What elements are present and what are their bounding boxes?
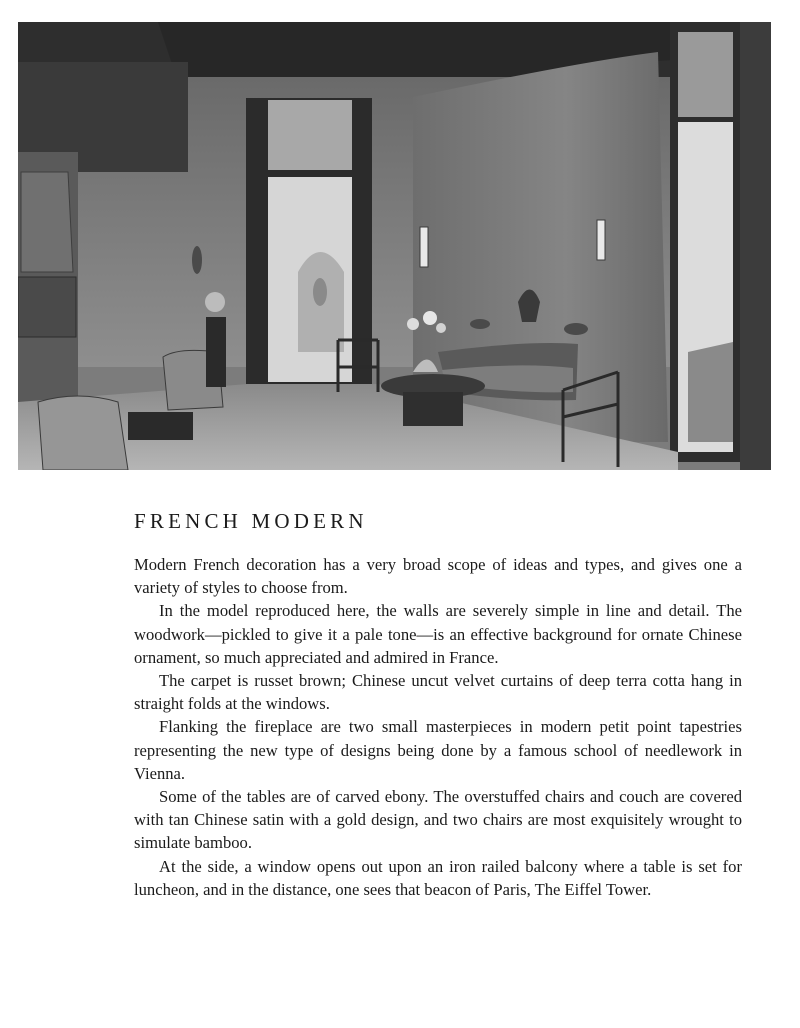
paragraph-walls: In the model reproduced here, the walls are severely simple in line and detail. The woodwork—pickled to give it a pale tone—is an effective background for ornate Chinese ornament, so much appreciated and admired in France.	[134, 601, 742, 667]
article-heading: FRENCH MODERN	[134, 509, 368, 533]
paragraph-furniture: Some of the tables are of carved ebony. The overstuffed chairs and couch are covered with tan Chinese satin with a gold design, and two chairs are most exquisitely wrought to simulate bamboo.	[134, 787, 742, 853]
room-photograph	[18, 22, 771, 470]
paragraph-carpet: The carpet is russet brown; Chinese uncut velvet curtains of deep terra cotta hang in straight folds at the windows.	[134, 671, 742, 714]
paragraph-intro: Modern French decoration has a very broad scope of ideas and types, and gives one a variety of styles to choose from.	[134, 555, 742, 598]
room-illustration	[18, 22, 771, 470]
paragraph-fireplace: Flanking the fireplace are two small masterpieces in modern petit point tapestries representing the new type of designs being done by a famous school of needlework in Vienna.	[134, 717, 742, 783]
article-body	[134, 505, 742, 901]
paragraph-window: At the side, a window opens out upon an iron railed balcony where a table is set for luncheon, and in the distance, one sees that beacon of Paris, The Eiffel Tower.	[134, 856, 742, 899]
